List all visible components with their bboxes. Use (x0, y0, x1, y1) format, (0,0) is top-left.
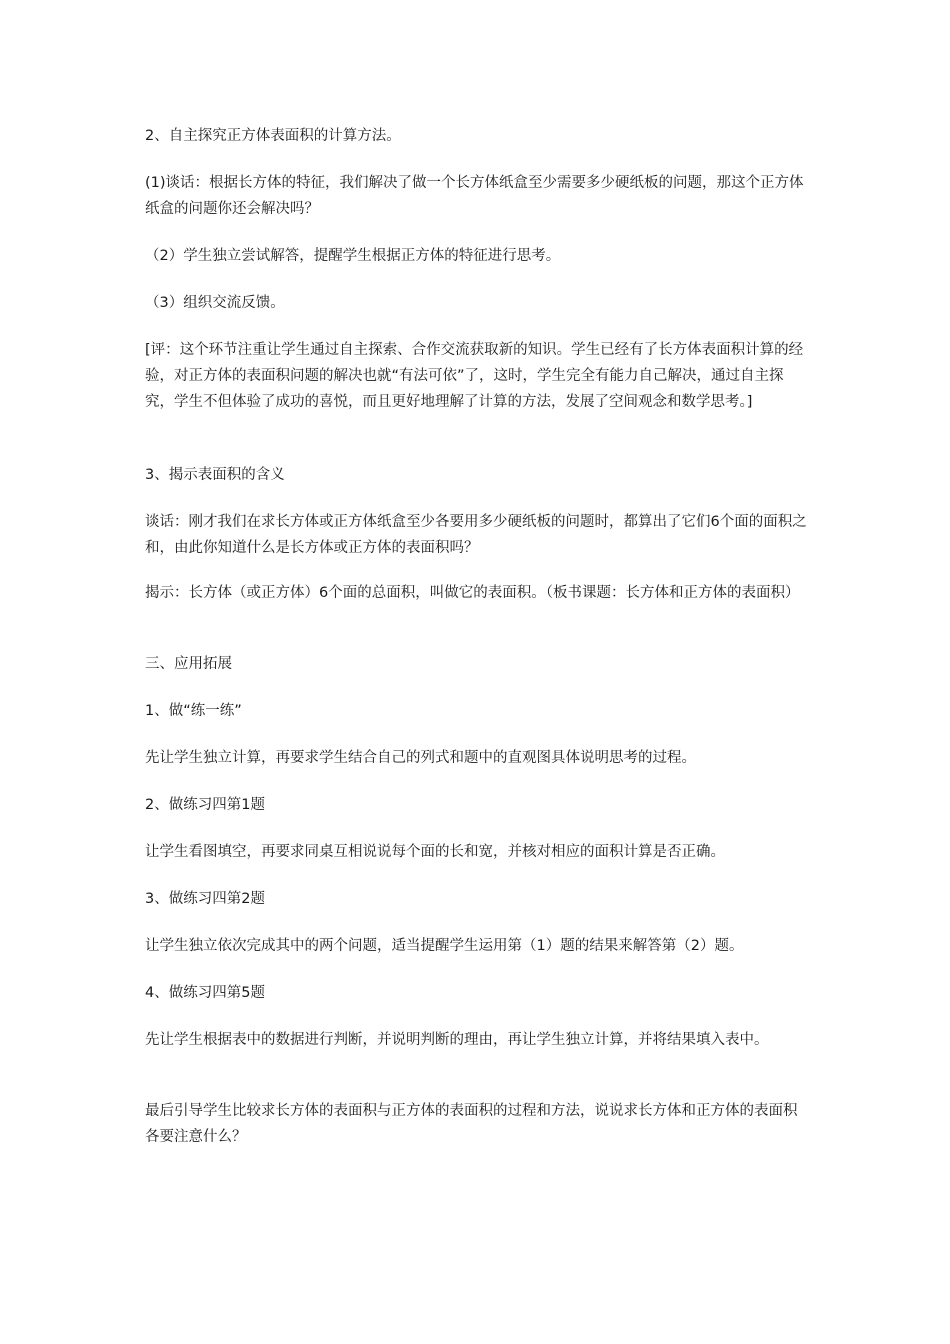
paragraph-commentary: [评：这个环节注重让学生通过自主探索、合作交流获取新的知识。学生已经有了长方体表面积计算的经验，对正方体的表面积问题的解决也就“有法可依”了，这时，学生完全有能力自己解决，通过自主探究，学生不但体验了成功的喜悦，而且更好地理解了计算的方法，发展了空间观念和数学思考。] (145, 342, 804, 410)
paragraph-summary: 最后引导学生比较求长方体的表面积与正方体的表面积的过程和方法，说说求长方体和正方体的表面积各要注意什么？ (145, 1103, 798, 1145)
paragraph-exercise-4-2: 让学生独立依次完成其中的两个问题，适当提醒学生运用第（1）题的结果来解答第（2）题。 (145, 938, 744, 954)
paragraph-step-3: （3）组织交流反馈。 (145, 295, 285, 311)
heading-exercise-4-1: 2、做练习四第1题 (145, 797, 265, 813)
heading-surface-area-meaning: 3、揭示表面积的含义 (145, 467, 285, 483)
paragraph-dialogue-1: (1)谈话：根据长方体的特征，我们解决了做一个长方体纸盒至少需要多少硬纸板的问题，那这个正方体纸盒的问题你还会解决吗？ (145, 175, 804, 217)
heading-application: 三、应用拓展 (145, 656, 232, 672)
paragraph-reveal: 揭示：长方体（或正方体）6个面的总面积，叫做它的表面积。（板书课题：长方体和正方体的表面积） (145, 585, 800, 601)
heading-square-surface-method: 2、自主探究正方体表面积的计算方法。 (145, 128, 401, 144)
paragraph-practice-1: 先让学生独立计算，再要求学生结合自己的列式和题中的直观图具体说明思考的过程。 (145, 750, 696, 766)
paragraph-step-2: （2）学生独立尝试解答，提醒学生根据正方体的特征进行思考。 (145, 248, 561, 264)
heading-exercise-4-5: 4、做练习四第5题 (145, 985, 265, 1001)
paragraph-exercise-4-5: 先让学生根据表中的数据进行判断，并说明判断的理由，再让学生独立计算，并将结果填入表中。 (145, 1032, 769, 1048)
heading-exercise-4-2: 3、做练习四第2题 (145, 891, 265, 907)
paragraph-dialogue-2: 谈话：刚才我们在求长方体或正方体纸盒至少各要用多少硬纸板的问题时，都算出了它们6个面的面积之和，由此你知道什么是长方体或正方体的表面积吗？ (145, 514, 807, 556)
heading-practice-1: 1、做“练一练” (145, 703, 242, 719)
paragraph-exercise-4-1: 让学生看图填空，再要求同桌互相说说每个面的长和宽，并核对相应的面积计算是否正确。 (145, 844, 725, 860)
